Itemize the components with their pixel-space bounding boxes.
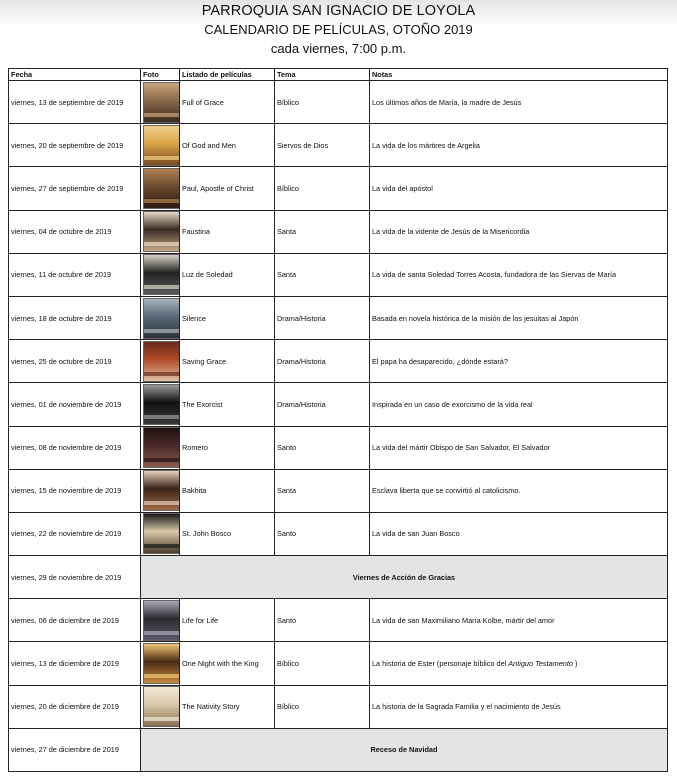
- cell-notes: La vida de san Juan Bosco: [370, 512, 668, 555]
- cell-photo: [141, 167, 180, 210]
- cell-notes: El papa ha desaparecido, ¿dónde estará?: [370, 340, 668, 383]
- notes-italic-text: Antiguo Testamento: [508, 659, 573, 669]
- the-exorcist-poster: [143, 384, 180, 425]
- cell-photo: [141, 124, 180, 167]
- st-john-bosco-poster: [143, 513, 180, 554]
- table-row: [9, 296, 668, 339]
- column-header-notes: Notas: [370, 69, 668, 81]
- cell-movie-title: Paul, Apostle of Christ: [180, 167, 275, 210]
- cell-theme: Bíblico: [275, 685, 370, 728]
- notes-text: ): [572, 659, 578, 669]
- table-row: [9, 340, 668, 383]
- cell-movie-title: Romero: [180, 426, 275, 469]
- column-header-theme: Tema: [275, 69, 370, 81]
- column-header-movie: Listado de películas: [180, 69, 275, 81]
- cell-date: viernes, 29 de noviembre de 2019: [9, 556, 141, 599]
- table-row: [9, 253, 668, 296]
- full-of-grace-poster: [143, 82, 180, 123]
- table-row: [9, 512, 668, 555]
- romero-poster: [143, 427, 180, 468]
- schedule-line: cada viernes, 7:00 p.m.: [270, 41, 407, 56]
- cell-movie-title: Silence: [180, 296, 275, 339]
- cell-theme: Drama/Historia: [275, 383, 370, 426]
- cell-notes: La vida de san Maximiliano María Kolbe, mártir del amor: [370, 599, 668, 642]
- the-nativity-story-poster: [143, 686, 180, 727]
- cell-photo: [141, 383, 180, 426]
- table-row: [9, 728, 668, 771]
- column-header-date: Fecha: [9, 69, 141, 81]
- cell-theme: Santa: [275, 210, 370, 253]
- cell-date: viernes, 11 de octubre de 2019: [9, 253, 141, 296]
- cell-theme: Bíblico: [275, 81, 370, 124]
- table-row: [9, 642, 668, 685]
- cell-date: viernes, 13 de diciembre de 2019: [9, 642, 141, 685]
- cell-date: viernes, 20 de diciembre de 2019: [9, 685, 141, 728]
- table-row: [9, 685, 668, 728]
- cell-movie-title: Full of Grace: [180, 81, 275, 124]
- table-header-row: [9, 69, 668, 81]
- table-row: [9, 469, 668, 512]
- cell-theme: Bíblico: [275, 167, 370, 210]
- cell-photo: [141, 296, 180, 339]
- cell-movie-title: St. John Bosco: [180, 512, 275, 555]
- column-header-photo: Foto: [141, 69, 180, 81]
- cell-notes: La vida de santa Soledad Torres Acosta, fundadora de las Siervas de María: [370, 253, 668, 296]
- cell-date: viernes, 13 de septiembre de 2019: [9, 81, 141, 124]
- cell-date: viernes, 01 de noviembre de 2019: [9, 383, 141, 426]
- cell-date: viernes, 25 de octubre de 2019: [9, 340, 141, 383]
- cell-theme: Santa: [275, 469, 370, 512]
- faustina-poster: [143, 211, 180, 252]
- cell-photo: [141, 642, 180, 685]
- cell-movie-title: Life for Life: [180, 599, 275, 642]
- cell-date: viernes, 27 de septiembre de 2019: [9, 167, 141, 210]
- saving-grace-poster: [143, 341, 180, 382]
- page-title: PARROQUIA SAN IGNACIO DE LOYOLA: [201, 3, 476, 19]
- cell-photo: [141, 599, 180, 642]
- table-row: [9, 124, 668, 167]
- cell-movie-title: Of God and Men: [180, 124, 275, 167]
- cell-theme: Drama/Historia: [275, 340, 370, 383]
- cell-notes: Basada en novela histórica de la misión de los jesuitas al Japón: [370, 296, 668, 339]
- cell-movie-title: Luz de Soledad: [180, 253, 275, 296]
- cell-photo: [141, 469, 180, 512]
- cell-date: viernes, 20 de septiembre de 2019: [9, 124, 141, 167]
- cell-movie-title: Saving Grace: [180, 340, 275, 383]
- cell-date: viernes, 08 de noviembre de 2019: [9, 426, 141, 469]
- paul-apostle-poster: [143, 168, 180, 209]
- table-body: [9, 81, 668, 772]
- table-row: [9, 599, 668, 642]
- cell-movie-title: Faustina: [180, 210, 275, 253]
- cell-theme: Santo: [275, 599, 370, 642]
- cell-special-event: Viernes de Acción de Gracias: [141, 556, 668, 599]
- cell-photo: [141, 685, 180, 728]
- cell-date: viernes, 18 de octubre de 2019: [9, 296, 141, 339]
- cell-theme: Santo: [275, 426, 370, 469]
- cell-movie-title: One Night with the King: [180, 642, 275, 685]
- movie-calendar-table: [8, 68, 668, 772]
- cell-theme: Bíblico: [275, 642, 370, 685]
- cell-photo: [141, 512, 180, 555]
- cell-notes: La vida del apóstol: [370, 167, 668, 210]
- table-row: [9, 383, 668, 426]
- life-for-life-poster: [143, 600, 180, 641]
- one-night-with-the-king-poster: [143, 643, 180, 684]
- table-row: [9, 426, 668, 469]
- cell-photo: [141, 210, 180, 253]
- of-god-and-men-poster: [143, 125, 180, 166]
- cell-notes: La historia de la Sagrada Familia y el nacimiento de Jesús: [370, 685, 668, 728]
- cell-movie-title: Bakhita: [180, 469, 275, 512]
- notes-text: La historia de Ester (personaje bíblico del: [372, 659, 509, 669]
- cell-movie-title: The Exorcist: [180, 383, 275, 426]
- page-subtitle: CALENDARIO DE PELÍCULAS, OTOÑO 2019: [204, 22, 473, 37]
- cell-photo: [141, 81, 180, 124]
- cell-date: viernes, 15 de noviembre de 2019: [9, 469, 141, 512]
- cell-photo: [141, 340, 180, 383]
- table-row: [9, 81, 668, 124]
- cell-notes: [370, 642, 668, 685]
- cell-date: viernes, 04 de octubre de 2019: [9, 210, 141, 253]
- cell-movie-title: The Nativity Story: [180, 685, 275, 728]
- cell-notes: La vida de los mártires de Argelia: [370, 124, 668, 167]
- cell-theme: Drama/Historia: [275, 296, 370, 339]
- cell-notes: La vida de la vidente de Jesús de la Misericordia: [370, 210, 668, 253]
- table-row: [9, 556, 668, 599]
- cell-date: viernes, 27 de diciembre de 2019: [9, 728, 141, 771]
- silence-poster: [143, 298, 180, 339]
- cell-date: viernes, 22 de noviembre de 2019: [9, 512, 141, 555]
- cell-special-event: Receso de Navidad: [141, 728, 668, 771]
- cell-notes: La vida del mártir Obispo de San Salvador, El Salvador: [370, 426, 668, 469]
- table-row: [9, 167, 668, 210]
- cell-notes: Inspirada en un caso de exorcismo de la vida real: [370, 383, 668, 426]
- cell-theme: Siervos de Dios: [275, 124, 370, 167]
- cell-theme: Santo: [275, 512, 370, 555]
- cell-photo: [141, 426, 180, 469]
- cell-notes: Esclava liberta que se convirtió al catolicismo.: [370, 469, 668, 512]
- luz-de-soledad-poster: [143, 254, 180, 295]
- table-row: [9, 210, 668, 253]
- cell-date: viernes, 06 de diciembre de 2019: [9, 599, 141, 642]
- cell-photo: [141, 253, 180, 296]
- cell-theme: Santa: [275, 253, 370, 296]
- bakhita-poster: [143, 470, 180, 511]
- cell-notes: Los últimos años de María, la madre de Jesús: [370, 81, 668, 124]
